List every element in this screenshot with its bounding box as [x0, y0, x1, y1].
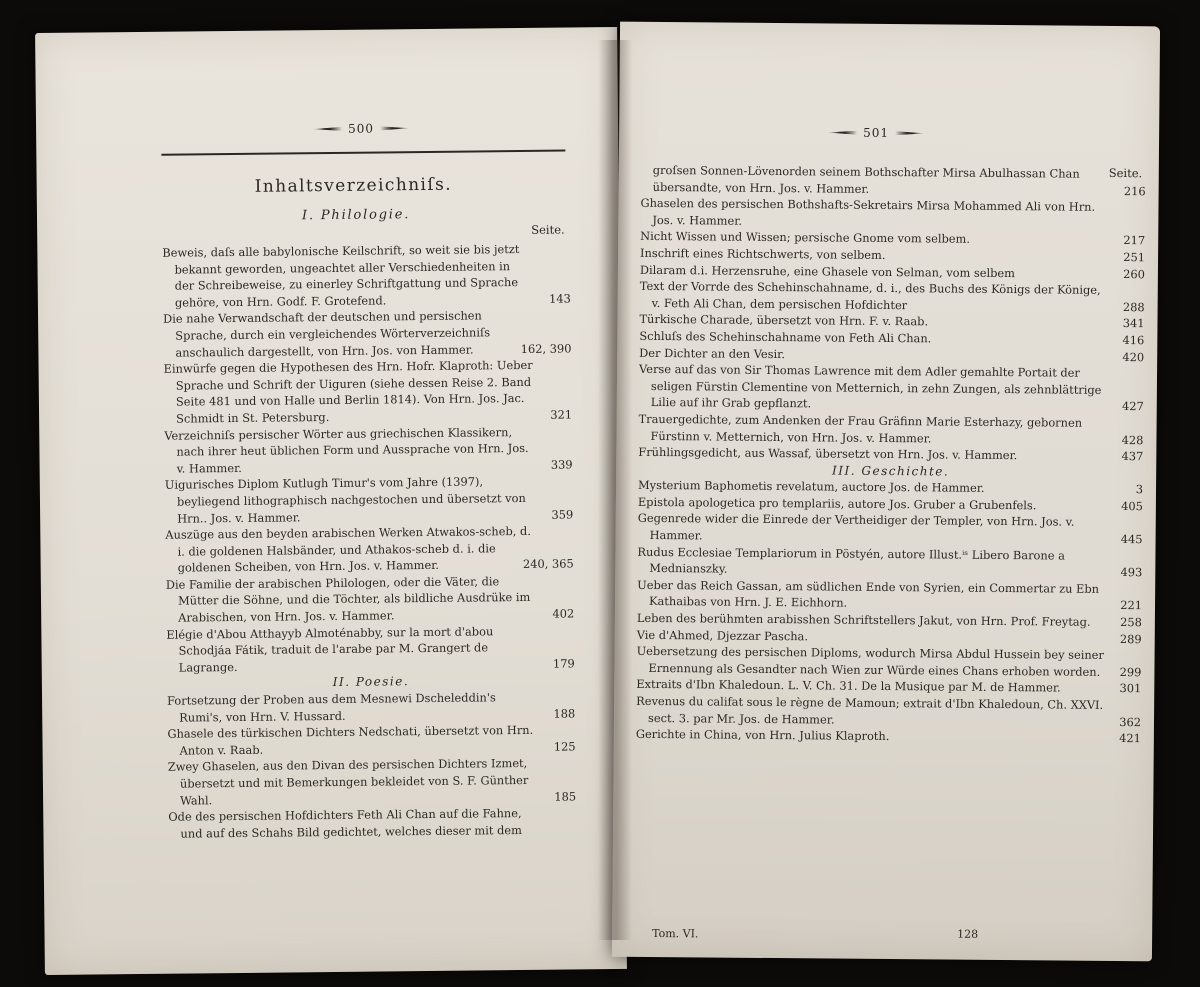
entry-text: Die nahe Verwandschaft der deutschen und persischen Sprache, durch ein vergleichendes Wörterverzeichniſs anschaulich dargestellt, von Hrn. Jos. von Hammer. [163, 308, 491, 360]
entry-page-number: 289 [1119, 631, 1142, 646]
entry-page-number: 240, 365 [522, 556, 574, 572]
entry-page-number: 260 [1123, 266, 1145, 281]
entry-text: Türkische Charade, übersetzt von Hrn. F. v. Raab. [639, 312, 929, 329]
entry-text: Ghasele des türkischen Dichters Nedschati, übersetzt von Hrn. Anton v. Raab. [167, 723, 534, 758]
entry-page-number: 288 [1122, 299, 1145, 314]
entry-text: Gegenrede wider die Einrede der Vertheidiger der Templer, von Hrn. Jos. v. Hammer. [637, 511, 1075, 543]
section-poesie: II. Poesie. [332, 674, 410, 690]
left-page-number [312, 121, 410, 136]
entry-text: Epistola apologetica pro templariis, autore Jos. Gruber a Grubenfels. [637, 494, 1037, 513]
entry-page-number: 301 [1119, 681, 1142, 696]
section-geschichte: III. Geschichte. [832, 463, 950, 479]
footer-signature: 128 [957, 927, 979, 941]
contents-entry [639, 361, 1144, 415]
entry-text: Inschrift eines Richtschwerts, von selbem. [640, 245, 886, 262]
entry-text: Uigurisches Diplom Kutlugh Timur's vom Jahre (1397), beyliegend lithographisch nachgestochen und übersetzt von Hrn.. Jos. v. Hammer. [164, 474, 526, 526]
seite-label-right: Seite. [1108, 165, 1143, 181]
entry-page-number: 427 [1121, 399, 1144, 414]
entry-text: Ghaselen des persischen Bothshafts-Sekretairs Mirsa Mohammed Ali von Hrn. Jos. v. Hammer. [640, 196, 1096, 228]
ornament-icon [312, 127, 342, 131]
entry-page-number: 493 [1120, 565, 1143, 580]
contents-entry [166, 572, 574, 626]
entry-text: Mysterium Baphometis revelatum, auctore Jos. de Hammer. [637, 478, 985, 496]
entry-text: Verzeichniſs persischer Wörter aus griechischen Klassikern, nach ihrer heut üblichen Form und Aussprache von Hrn. Jos. v. Hammer. [164, 424, 529, 476]
contents-entry [638, 510, 1143, 548]
entry-text: Text der Vorrde des Schehinschahname, d. i., des Buchs des Königs der Könige, v. Feth Ali Chan, dem persischen Hofdichter [639, 279, 1101, 312]
entry-page-number: 125 [553, 739, 576, 754]
entry-page-number: 428 [1121, 432, 1144, 447]
contents-entry [167, 722, 575, 759]
contents-entry [164, 423, 572, 477]
entry-text: groſsen Sonnen-Lövenorden seinem Bothschafter Mirsa Abulhassan Chan übersandte, von Hrn. Jos. v. Hammer. [652, 162, 1080, 196]
entry-text: Zwey Ghaselen, aus den Divan des persischen Dichters Izmet, übersetzt und mit Bemerkungen bekleidet von S. F. Günther Wahl. [167, 756, 529, 808]
entry-text: Einwürfe gegen die Hypothesen des Hrn. Hofr. Klaproth: Ueber Sprache und Schrift der Uiguren (siehe dessen Reise 2. Band Seite 481 und von Halle und Berlin 1814). Von Hrn. Jos. Jac. Schmidt in St. Petersburg. [163, 358, 533, 426]
contents-entry [636, 643, 1141, 681]
contents-entry [168, 805, 576, 842]
entry-text: Schluſs des Schehinschahname von Feth Ali Chan. [639, 328, 932, 346]
contents-entry [641, 162, 1146, 200]
contents-entry [637, 543, 1142, 581]
entry-text: Trauergedichte, zum Andenken der Frau Gräfinn Marie Esterhazy, gebornen Fürstinn v. Metternich, von Hrn. Jos. v. Hammer. [638, 411, 1083, 445]
entry-page-number: 321 [550, 407, 573, 422]
entry-text: Rudus Ecclesiae Templariorum in Pöstyén, autore Illust.ⁱˢ Libero Barone a Mednianszky. [637, 544, 1065, 576]
entry-text: Ueber das Reich Gassan, am südlichen Ende von Syrien, ein Commertar zu Ebn Kathaibas von Hrn. J. E. Eichhorn. [637, 577, 1100, 611]
entry-text: Auszüge aus den beyden arabischen Werken Atwakos-scheb, d. i. die goldenen Halsbänder, und Athakos-scheb d. i. die goldenen Scheiben, von Hrn. Jos. v. Hammer. [165, 524, 531, 575]
entry-page-number: 258 [1120, 615, 1142, 630]
entry-page-number: 420 [1122, 349, 1145, 364]
entry-page-number: 359 [551, 506, 574, 522]
entry-page-number: 341 [1122, 316, 1145, 331]
contents-entry [637, 577, 1142, 615]
left-page-number-text: 500 [348, 121, 375, 136]
entry-text: Uebersetzung des persischen Diploms, wodurch Mirsa Abdul Hussein bey seiner Ernennung als Gesandter nach Wien zur Würde eines Chans erhoben worden. [636, 644, 1104, 679]
right-entries-list [636, 162, 1146, 747]
contents-entry [165, 523, 573, 577]
contents-entry [163, 307, 571, 361]
entry-page-number: 3 [1135, 482, 1144, 497]
entry-page-number: 421 [1119, 731, 1141, 746]
entry-page-number: 416 [1122, 332, 1145, 348]
contents-entry [640, 195, 1145, 233]
contents-title: Inhaltsverzeichniſs. [254, 174, 453, 197]
entry-page-number: 362 [1119, 714, 1142, 729]
left-page [35, 27, 627, 975]
entry-page-number: 339 [550, 457, 573, 472]
entry-text: Dilaram d.i. Herzensruhe, eine Ghasele von Selman, vom selbem [639, 262, 1016, 280]
entry-page-number: 188 [553, 706, 576, 721]
entry-text: Vie d'Ahmed, Djezzar Pascha. [636, 627, 809, 643]
contents-entry [168, 755, 576, 809]
entry-text: Die Familie der arabischen Philologen, oder die Väter, die Mütter die Söhne, und die Töchter, als bildliche Ausdrüke im Arabischen, von Hrn. Jos. v. Hammer. [165, 574, 531, 625]
title-rule [161, 150, 565, 156]
entry-text: Revenus du califat sous le règne de Mamoun; extrait d'Ibn Khaledoun, Ch. XXVI. sect. 3. par Mr. Jos. de Hammer. [636, 693, 1104, 727]
entry-text: Beweis, daſs alle babylonische Keilschrift, so weit sie bis jetzt bekannt geworden, ungeachtet aller Verschiedenheiten in der Schreibeweise, zu einerley Schriftgattung und Sprache gehöre, von Hrn. Godf. F. Grotefend. [162, 242, 520, 310]
entry-page-number: 179 [552, 656, 575, 671]
entry-page-number: 402 [552, 606, 575, 621]
entry-page-number: 217 [1123, 233, 1146, 248]
entry-text: Gerichte in China, von Hrn. Julius Klaproth. [635, 727, 890, 744]
right-page [612, 22, 1160, 962]
right-page-number-text: 501 [863, 125, 890, 141]
footer-volume: Tom. VI. [652, 926, 699, 941]
entry-page-number: 299 [1119, 664, 1142, 680]
contents-entry [166, 622, 574, 676]
contents-entry [638, 411, 1143, 449]
ornament-icon [827, 130, 857, 134]
entry-text: Extraits d'Ibn Khaledoun. L. V. Ch. 31. De la Musique par M. de Hammer. [636, 677, 1061, 695]
entry-text: Verse auf das von Sir Thomas Lawrence mit dem Adler gemahlte Portait der seligen Fürstin Clementine von Metternich, in zehn Zungen, als zehnblättrige Lilie auf ihr Grab gepflanzt. [638, 361, 1102, 411]
right-page-number [827, 125, 925, 140]
entry-page-number: 162, 390 [520, 341, 572, 356]
entry-page-number: 405 [1121, 498, 1143, 514]
entry-text: Leben des berühmten arabisshen Schriftstellers Jakut, von Hrn. Prof. Freytag. [636, 610, 1091, 629]
seite-label: Seite. [531, 222, 565, 237]
left-entries-list [162, 240, 576, 842]
entry-page-number: 185 [554, 789, 577, 804]
entry-text: Fortsetzung der Proben aus dem Mesnewi Dscheleddin's Rumi's, von Hrn. V. Hussard. [167, 690, 496, 725]
ornament-icon [895, 131, 925, 135]
contents-entry [636, 693, 1141, 731]
entry-page-number: 216 [1123, 183, 1146, 198]
entry-text: Der Dichter an den Vesir. [639, 345, 786, 361]
contents-entry [636, 726, 1141, 747]
entry-text: Nicht Wissen und Wissen; persische Gnome vom selbem. [640, 229, 971, 247]
contents-entry [640, 278, 1145, 316]
contents-entry [165, 473, 573, 527]
entry-text: Elégie d'Abou Atthayyb Almoténabby, sur la mort d'abou Schodjáa Fátik, traduit de l'arabe par M. Grangert de Lagrange. [166, 623, 494, 675]
section-philologie: I. Philologie. [301, 207, 411, 224]
contents-entry [164, 357, 573, 428]
contents-entry [162, 240, 571, 311]
entry-page-number: 251 [1123, 250, 1146, 265]
entry-page-number: 445 [1120, 532, 1143, 547]
entry-page-number: 221 [1120, 598, 1143, 613]
entry-text: Frühlingsgedicht, aus Wassaf, übersetzt von Hrn. Jos. v. Hammer. [638, 444, 1018, 463]
entry-page-number: 437 [1121, 449, 1144, 464]
contents-entry [167, 688, 575, 725]
entry-text: Ode des persischen Hofdichters Feth Ali Chan auf die Fahne, und auf des Schahs Bild gedichtet, welches dieser mit dem [168, 806, 522, 841]
ornament-icon [380, 126, 410, 130]
entry-page-number: 143 [549, 291, 571, 306]
